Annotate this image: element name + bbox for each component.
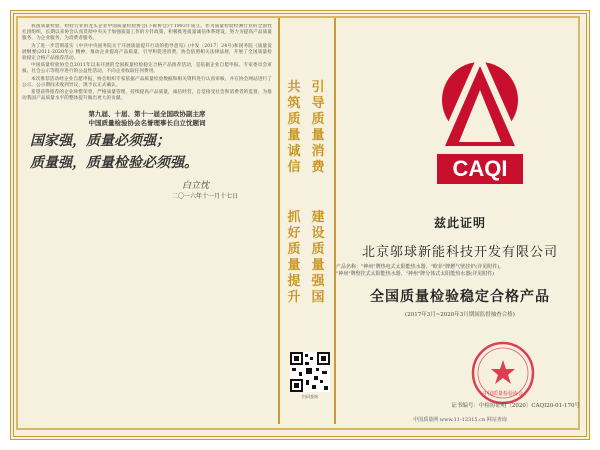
certificate bbox=[10, 10, 590, 440]
qr-caption: 扫码查询 bbox=[302, 394, 318, 399]
certificate-heading: 兹此证明 bbox=[433, 216, 486, 230]
qr-code-icon bbox=[290, 352, 330, 392]
validity-period: (2017年3月~2020年3月期间监督抽查合格) bbox=[405, 312, 515, 318]
left-panel bbox=[22, 24, 272, 424]
intro-paragraph-5: 希望获得推荐的企业珍惜荣誉，严格质量管理，持续提高产品质量，诚信经营，自觉接受社会和消费者的监督，为推动我国产品质量水平的整体提升做出更大的贡献。 bbox=[22, 90, 272, 102]
inscription-header-line2: 中国质量检验协会名誉理事长白立忱题词 bbox=[88, 119, 206, 128]
calligraphy-line-1: 国家强，质量必须强； bbox=[30, 133, 170, 150]
intro-paragraph-4: 本次推荐活动经企业自愿申报，协会组织专家依据产品质量检验数据和相关资料进行认真审核，并在协会网站进行了公示。公示期间未收到异议，现予以正式确认。 bbox=[22, 76, 272, 88]
intro-paragraph-2: 为了进一步贯彻落实《中共中央国务院关于开展质量提升行动的指导意见》(中发〔2017〕24号)和国务院《质量发展纲要(2011-2020年)》精神，推动企业提高产品质量，引导和促进消费，协会依照相关法律法规，开展了全国质量检验稳定合格产品推荐活动。 bbox=[22, 43, 272, 62]
slogan-2: 引导质量消费 bbox=[311, 80, 325, 175]
inscription-header-line1: 第九届、十届、第十一届全国政协副主席 bbox=[88, 110, 206, 119]
product-line-2: "神州"牌壁挂式太阳能热水器、"神州"牌分体式太阳能热水器(详见附件) bbox=[336, 271, 495, 277]
product-line-1: 产品名称："神州"牌热电式太阳能热水器、"欧菲"牌燃气壁挂炉(详见附件)， bbox=[336, 264, 505, 270]
intro-paragraph-1: 我国质量检验、检验行业的龙头企业中国质量检验协会(下称协会)于1993年成立。作为质量检验检测行业的全国性社团组织，长期以来协会认真贯彻中央关于加强质量工作的方针政策，积极推进质量诚信体系建设，努力为提高产品质量服务，为企业服务，为消费者服务。 bbox=[22, 24, 272, 42]
calligraphy-line-2: 质量强，质量检验必须强。 bbox=[30, 155, 198, 172]
seal-text: 中国质量检验协会 bbox=[482, 391, 524, 397]
slogan-1: 共筑质量诚信 bbox=[287, 80, 301, 175]
slogan-3: 抓好质量提升 bbox=[287, 210, 301, 305]
slogan-columns bbox=[284, 80, 344, 350]
verification-website: 中国质量网 www.11-12315.cn 网站查询 bbox=[413, 417, 507, 423]
logo-text: CAQI bbox=[452, 156, 508, 181]
signature: 白立忱 bbox=[182, 181, 210, 192]
inscription-date: 二〇一六年十一月十七日 bbox=[172, 193, 239, 201]
certificate-title: 全国质量检验稳定合格产品 bbox=[370, 289, 550, 305]
left-divider bbox=[278, 18, 280, 424]
caqi-logo bbox=[425, 42, 535, 192]
product-description bbox=[336, 264, 584, 278]
company-name: 北京邬球新能科技开发有限公司 bbox=[361, 245, 558, 260]
certificate-number: 证书编号：中检协证明〔2020〕CAQI20-01-170号 bbox=[451, 403, 580, 409]
intro-paragraph-3: 中国质量检验协会自2011年以来开展的全国质量检验稳定合格产品推荐活动，是依据企业自愿申报、专家委员会审核、社会公示等程序进行的公益性活动，不向企业收取任何费用。 bbox=[22, 63, 272, 75]
official-seal-icon bbox=[470, 340, 536, 406]
inscription-header bbox=[22, 110, 272, 128]
slogan-4: 建设质量强国 bbox=[311, 210, 325, 305]
